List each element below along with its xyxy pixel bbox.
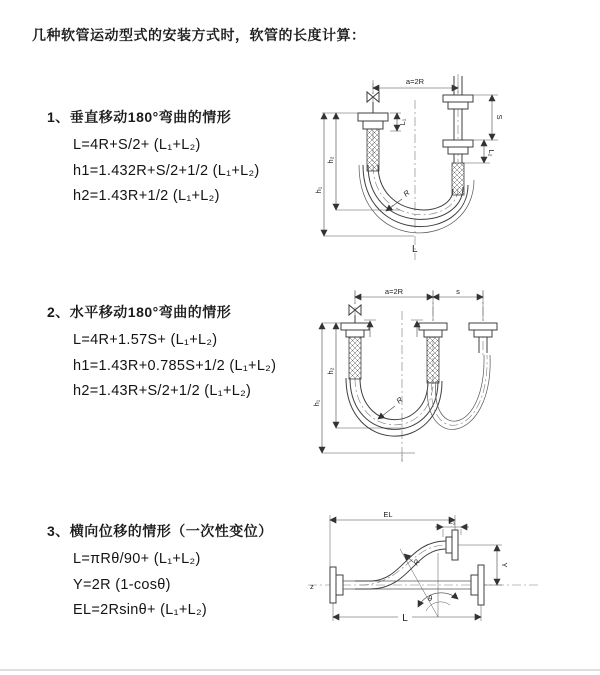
movement-arrows [364,320,423,337]
dim-label-l: L [402,613,408,624]
section-2-heading: 2、水平移动180°弯曲的情形 [47,304,232,320]
dimension-h2 [322,323,406,428]
dim-label-r: R [394,395,405,406]
dimension-l [333,603,481,624]
dimension-a2r [373,77,458,94]
dimension-s [433,287,483,297]
dimension-el [330,510,455,567]
dim-label-l2: L₂ [487,149,496,157]
section-lateral-displacement [47,521,273,628]
braided-hose-section [427,337,439,383]
dim-label-el: EL [383,510,393,519]
left-flange [341,323,369,337]
formula-line: h2=1.43R+S/2+1/2 (L₁+L₂) [73,383,252,399]
formula-line: h1=1.432R+S/2+1/2 (L₁+L₂) [73,162,260,179]
hose-displaced-position [355,541,446,589]
dim-label-h1: h₁ [312,399,321,407]
braided-hose-section [367,129,379,171]
right-flange [471,565,484,605]
diagram-horizontal-180-bend [310,283,592,468]
formula-line: h2=1.43R+1/2 (L₁+L₂) [73,188,220,204]
braided-hose-section [452,163,464,195]
dim-label-r: R [401,188,412,199]
diagram-lateral-svg [300,505,595,645]
upper-flange [446,530,458,560]
left-flange [330,567,343,603]
left-flange [358,113,388,129]
section-1-heading: 1、垂直移动180°弯曲的情形 [47,109,232,125]
dim-label-h2: h₂ [326,367,335,375]
section-1-formulas [73,137,260,205]
page-title: 几种软管运动型式的安装方式时，软管的长度计算： [32,27,366,43]
diagram-lateral-displacement [300,505,595,645]
dim-label-h1: h₁ [314,186,323,194]
centerline-mark: z [310,582,314,591]
dim-label-s: S [495,114,504,120]
formula-line: h1=1.43R+0.785S+1/2 (L₁+L₂) [73,357,277,374]
braided-hose-section [349,337,361,379]
radius-callout [378,395,405,419]
dimension-l1 [390,113,407,131]
dim-label-l: L [412,244,418,255]
dim-label-l1: L₁ [398,118,407,126]
diagram-vertical-180-svg [312,70,590,265]
formula-line: EL=2Rsinθ+ (L₁+L₂) [73,602,208,618]
dim-label-h2: h₂ [326,156,335,164]
dim-label-theta: θ [428,594,433,603]
dim-label-a2r: a=2R [384,287,404,296]
section-3-formulas [73,551,273,619]
dim-label-y: Y [500,562,509,568]
middle-flange [419,323,447,337]
formula-line: Y=2R (1-cosθ) [73,576,171,593]
formula-line: L=πRθ/90+ (L₁+L₂) [73,551,201,567]
section-2-formulas [73,332,276,400]
valve-icon [367,92,379,113]
section-3-heading: 3、横向位移的情形（一次性变位） [47,523,273,539]
right-flange [469,323,497,337]
dimension-h1 [312,323,415,453]
section-horizontal-move [47,302,276,409]
formula-line: L=4R+1.57S+ (L₁+L₂) [73,332,218,348]
centerlines [355,290,483,461]
dim-label-s: s [456,287,460,296]
diagram-vertical-180-bend [312,70,590,265]
dimension-a2r [355,287,483,321]
dim-label-r: R [411,557,422,568]
section-vertical-move [47,107,260,214]
diagram-horizontal-180-svg [310,283,592,468]
formula-line: L=4R+S/2+ (L₁+L₂) [73,137,201,153]
page-bottom-edge [0,669,600,671]
dim-label-l1: L₁ [448,517,456,526]
dim-label-a2r: a=2R [405,77,425,86]
